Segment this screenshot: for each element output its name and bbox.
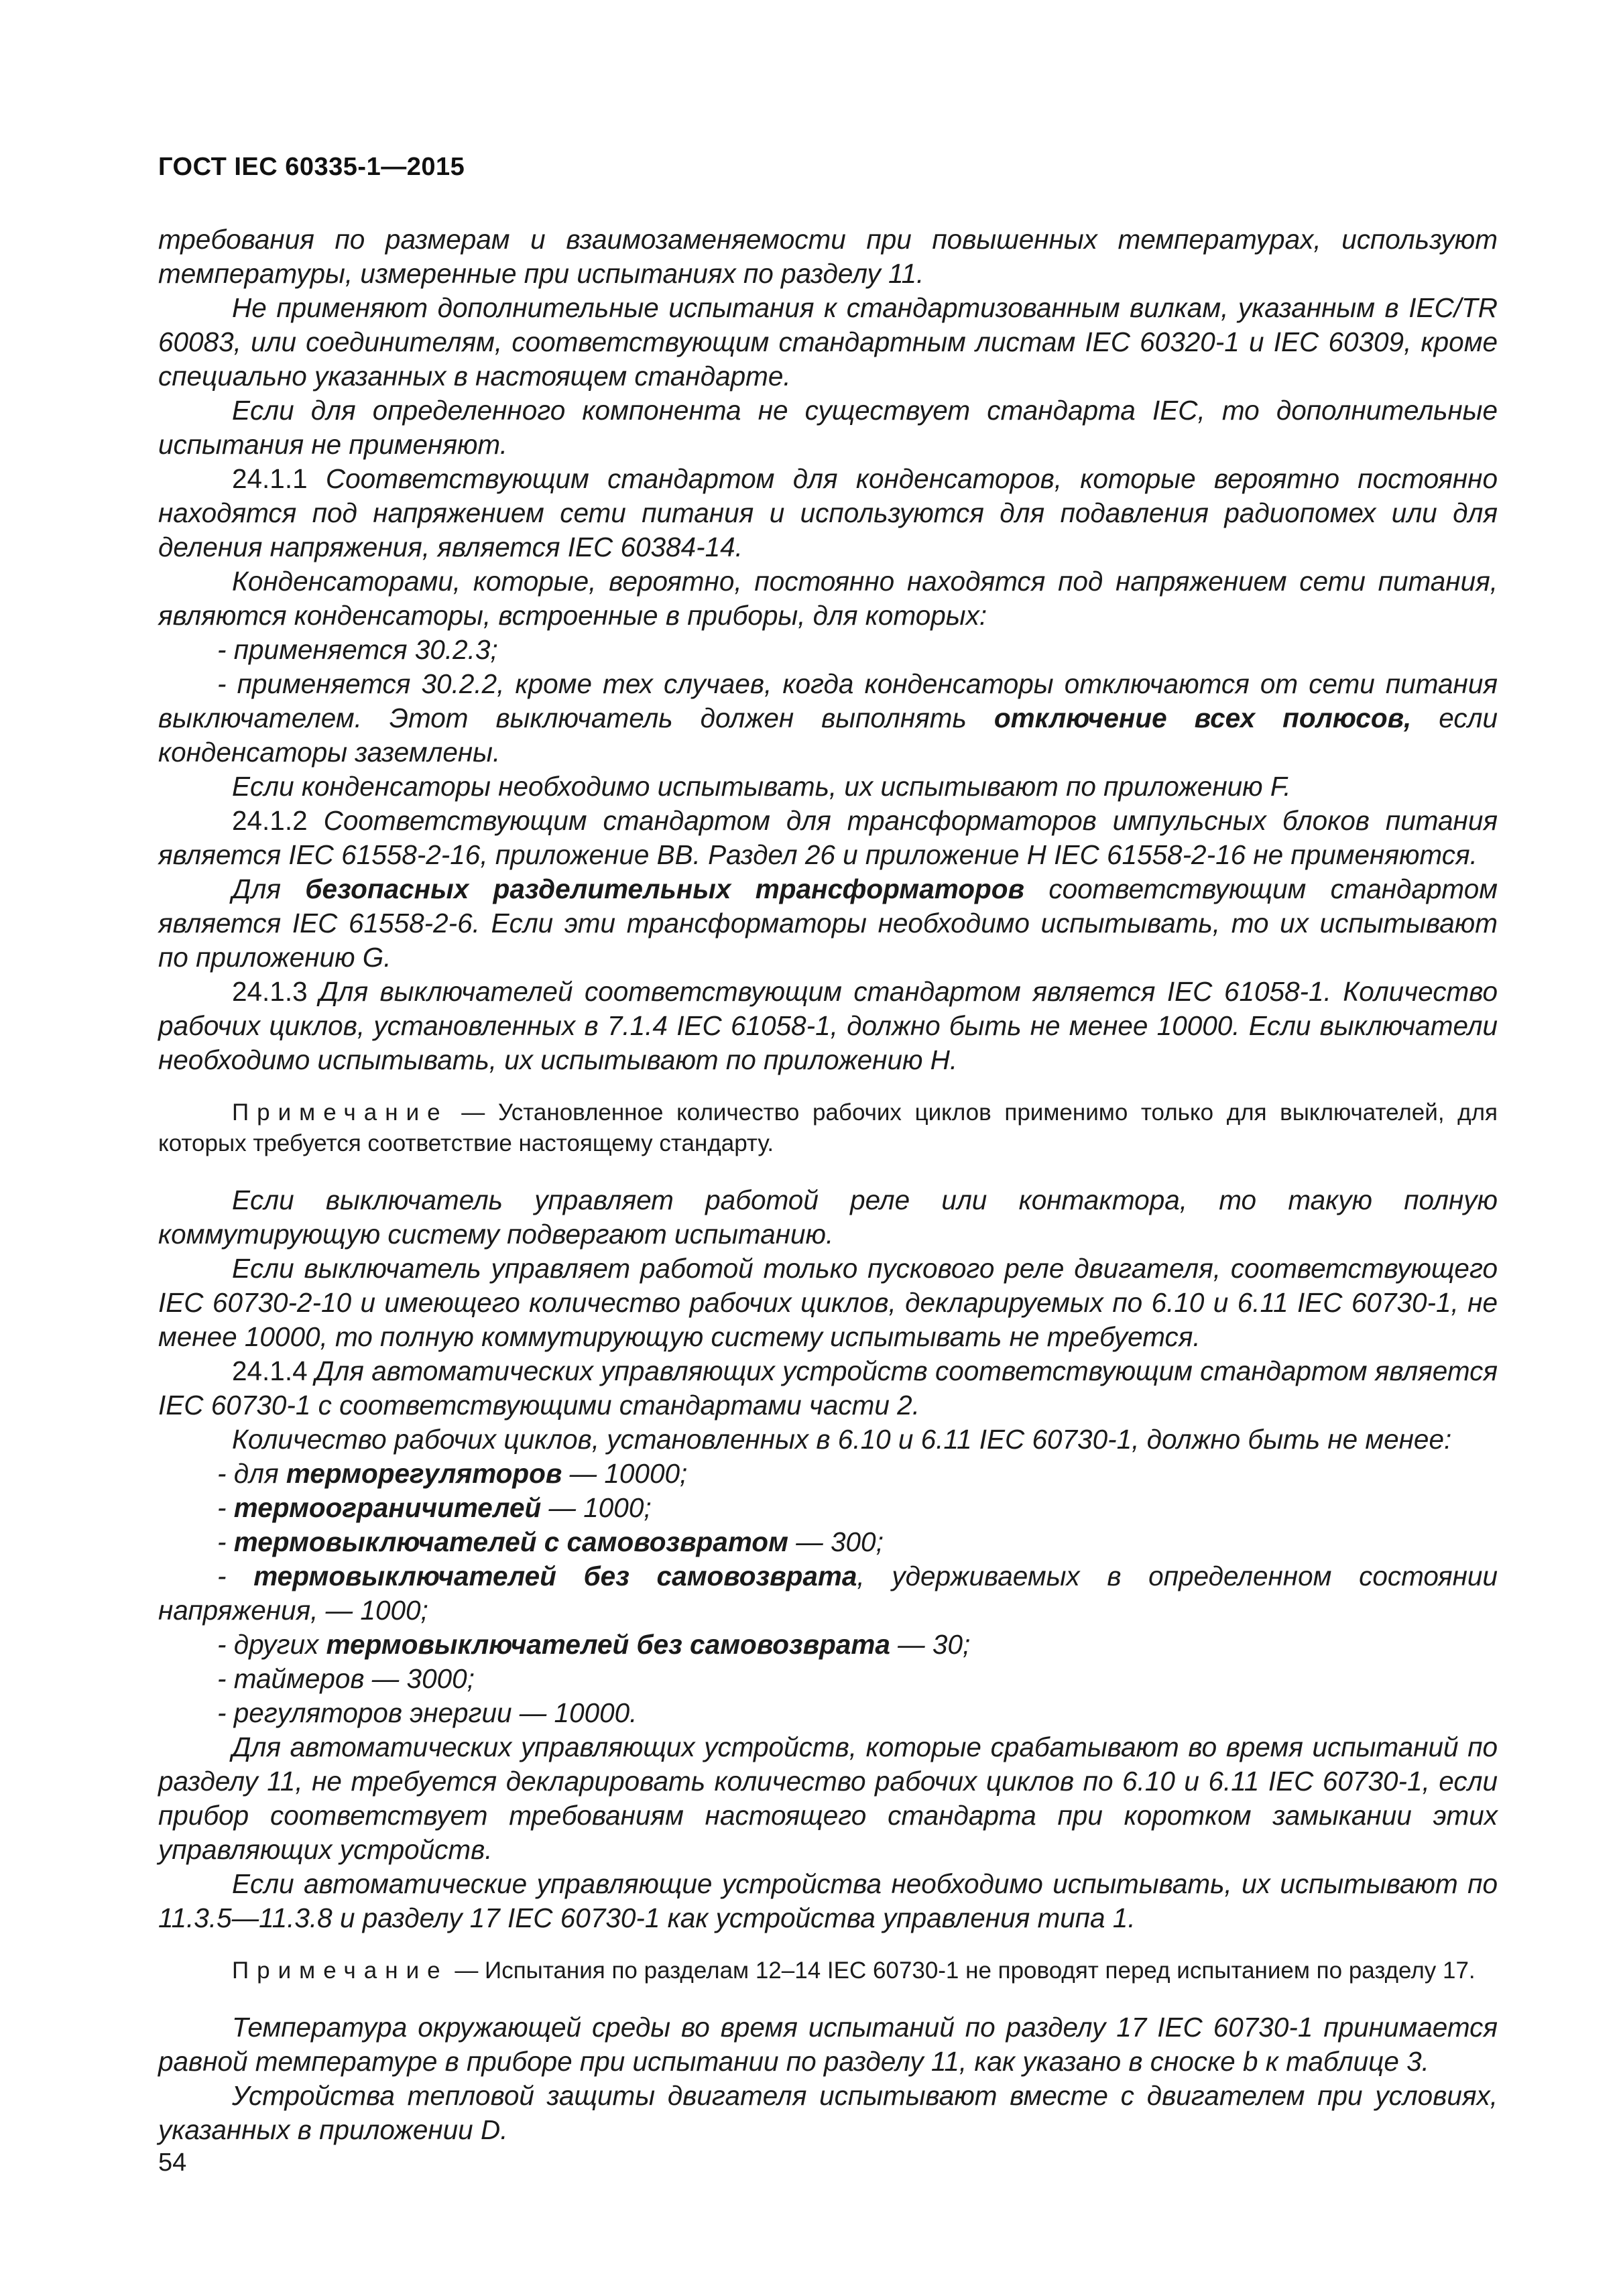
defined-term: термовыключателей без самовозврата (253, 1561, 857, 1591)
list-item-text: — 30; (890, 1629, 971, 1660)
list-item-text: - других (217, 1629, 326, 1660)
paragraph: Конденсаторами, которые, вероятно, постоянно находятся под напряжением сети питания, являются конденсаторы, встроенные в приборы, для которых: (158, 566, 1498, 631)
list-item (158, 1559, 1498, 1628)
list-item-text: — 10000; (562, 1458, 688, 1489)
clause-text: Соответствующим стандартом для конденсаторов, которые вероятно постоянно находятся под напряжением сети питания и используются для подавления радиопомех или для деления напряжения, является IEC 60384-14. (158, 463, 1498, 562)
clause-number: 24.1.2 (232, 805, 308, 836)
list-item: - применяется 30.2.3; (217, 634, 498, 665)
clause-24-1-2 (158, 804, 1498, 872)
list-item-text: - (217, 1526, 234, 1557)
list-item: - регуляторов энергии — 10000. (217, 1697, 638, 1728)
paragraph: Если конденсаторы необходимо испытывать, их испытывают по приложению F. (232, 771, 1291, 802)
clause-number: 24.1.1 (232, 463, 308, 494)
paragraph-text: соответствующим стандартом является IEC 61558-2-6. Если эти трансформаторы необходимо испытывать, то их испытывают по приложению G. (158, 873, 1498, 973)
list-item: - таймеров — 3000; (217, 1663, 475, 1694)
list-item (158, 1491, 1498, 1525)
clause-number: 24.1.4 (232, 1355, 308, 1386)
list-item-text: - применяется 30.2.2, кроме тех случаев, когда конденсаторы отключаются от сети питания выключателем. Этот выключатель должен выполнять (158, 668, 1498, 733)
page-number: 54 (158, 2149, 187, 2177)
list-item-text: если конденсаторы заземлены. (158, 703, 1498, 768)
list-item-text: , удерживаемых в определенном состоянии напряжения, — 1000; (158, 1561, 1498, 1626)
paragraph-text: Для (232, 873, 306, 904)
note-label: Примечание (232, 1099, 448, 1126)
note-text: — Испытания по разделам 12–14 IEC 60730-1 не проводят перед испытанием по разделу 17. (455, 1957, 1476, 1984)
defined-term: безопасных разделительных трансформаторов (305, 873, 1024, 904)
list-item (158, 1628, 1498, 1662)
defined-term: термовыключателей без самовозврата (326, 1629, 890, 1660)
paragraph: Количество рабочих циклов, установленных в 6.10 и 6.11 IEC 60730-1, должно быть не менее: (232, 1424, 1452, 1455)
clause-text: Соответствующим стандартом для трансформаторов импульсных блоков питания является IEC 61558-2-16, приложение BB. Раздел 26 и приложение H IEC 61558-2-16 не применяются. (158, 805, 1498, 870)
defined-term: термоограничителей (233, 1492, 542, 1523)
list-item-text: - (217, 1492, 234, 1523)
paragraph: Для автоматических управляющих устройств, которые срабатывают во время испытаний по разделу 11, не требуется декларировать количество рабочих циклов по 6.10 и 6.11 IEC 60730-1, если прибор соответствует требованиям настоящего стандарта при коротком замыкании этих управляющих устройств. (158, 1732, 1498, 1865)
list-item-text: - (217, 1561, 254, 1591)
paragraph: Устройства тепловой защиты двигателя испытывают вместе с двигателем при условиях, указанных в приложении D. (158, 2080, 1498, 2145)
list-item-text: — 1000; (541, 1492, 652, 1523)
clause-text: Для автоматических управляющих устройств соответствующим стандартом является IEC 60730-1 с соответствующими стандартами части 2. (158, 1355, 1498, 1421)
clause-24-1-1 (158, 462, 1498, 564)
paragraph: Если для определенного компонента не существует стандарта IEC, то дополнительные испытания не применяют. (158, 395, 1498, 460)
clause-number: 24.1.3 (232, 976, 308, 1007)
list-item (158, 667, 1498, 770)
note-label: Примечание (232, 1957, 448, 1984)
note-text: — Установленное количество рабочих циклов применимо только для выключателей, для которых требуется соответствие настоящему стандарту. (158, 1099, 1498, 1156)
document-header: ГОСТ IEC 60335-1—2015 (158, 153, 465, 181)
clause-24-1-3 (158, 975, 1498, 1077)
note (158, 1955, 1498, 1986)
clause-24-1-4 (158, 1354, 1498, 1423)
list-item-text: - для (217, 1458, 286, 1489)
defined-term: термовыключателей с самовозвратом (233, 1526, 788, 1557)
paragraph: требования по размерам и взаимозаменяемости при повышенных температурах, используют температуры, измеренные при испытаниях по разделу 11. (158, 224, 1498, 289)
document-body (158, 223, 1498, 2147)
list-item-text: — 300; (788, 1526, 884, 1557)
defined-term: отключение всех полюсов, (994, 703, 1412, 733)
paragraph: Не применяют дополнительные испытания к стандартизованным вилкам, указанным в IEC/TR 60083, или соединителям, соответствующим стандартным листам IEC 60320-1 и IEC 60309, кроме специально указанных в настоящем стандарте. (158, 292, 1498, 391)
note (158, 1097, 1498, 1159)
list-item (158, 1525, 1498, 1559)
defined-term: терморегуляторов (286, 1458, 562, 1489)
paragraph: Если выключатель управляет работой только пускового реле двигателя, соответствующего IEC 60730-2-10 и имеющего количество рабочих циклов, декларируемых по 6.10 и 6.11 IEC 60730-1, не менее 10000, то полную коммутирующую систему испытывать не требуется. (158, 1253, 1498, 1352)
clause-text: Для выключателей соответствующим стандартом является IEC 61058-1. Количество рабочих циклов, установленных в 7.1.4 IEC 61058-1, должно быть не менее 10000. Если выключатели необходимо испытывать, их испытывают по приложению H. (158, 976, 1498, 1075)
list-item (158, 1457, 1498, 1491)
paragraph: Если выключатель управляет работой реле или контактора, то такую полную коммутирующую систему подвергают испытанию. (158, 1185, 1498, 1250)
paragraph (158, 872, 1498, 975)
paragraph: Если автоматические управляющие устройства необходимо испытывать, их испытывают по 11.3.5—11.3.8 и разделу 17 IEC 60730-1 как устройства управления типа 1. (158, 1868, 1498, 1933)
paragraph: Температура окружающей среды во время испытаний по разделу 17 IEC 60730-1 принимается равной температуре в приборе при испытании по разделу 11, как указано в сноске b к таблице 3. (158, 2012, 1498, 2077)
